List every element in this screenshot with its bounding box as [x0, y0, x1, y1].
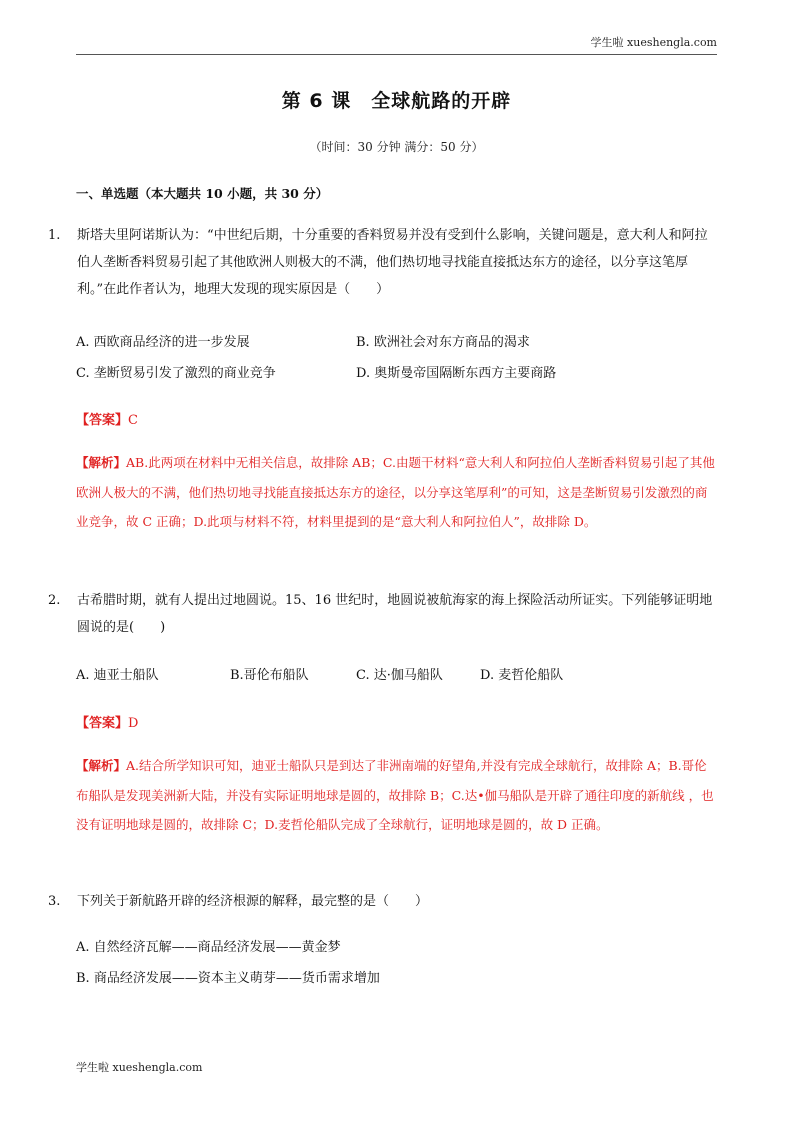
analysis-2 [76, 751, 717, 840]
analysis-text: A.结合所学知识可知，迪亚士船队只是到达了非洲南端的好望角,并没有完成全球航行，故排除 A；B.哥伦布船队是发现美洲新大陆，并没有实际证明地球是圆的，故排除 B；C.达•伽马船队是开辟了通往印度的新航线 ，也没有证明地球是圆的，故排除 C；D.麦哲伦船队完成了全球航行，证明地球是圆的，故 D 正确。 [76, 758, 714, 832]
question-text: 斯塔夫里阿诺斯认为：“中世纪后期，十分重要的香料贸易并没有受到什么影响，关键问题是，意大利人和阿拉伯人垄断香料贸易引起了其他欧洲人则极大的不满，他们热切地寻找能直接抵达东方的途径，以分享这笔厚利。”在此作者认为，地理大发现的现实原因是（ ） [77, 228, 708, 297]
option-d[interactable]: D. 麦哲伦船队 [480, 668, 564, 683]
header-divider [76, 54, 717, 55]
question-2 [48, 587, 718, 641]
question-number: 2. [48, 593, 61, 608]
question-text: 古希腊时期，就有人提出过地圆说。15、16 世纪时，地圆说被航海家的海上探险活动所证实。下列能够证明地圆说的是( ) [77, 593, 713, 635]
option-b[interactable]: B. 欧洲社会对东方商品的渴求 [356, 335, 530, 350]
answer-tag: 【答案】 [76, 716, 129, 731]
analysis-tag: 【解析】 [76, 455, 127, 470]
analysis-tag: 【解析】 [76, 758, 127, 773]
analysis-1 [76, 448, 717, 537]
answer-2 [76, 712, 138, 731]
question-2-options [76, 660, 717, 691]
page-title: 第 6 课 全球航路的开辟 [281, 90, 512, 112]
question-number: 1. [48, 228, 61, 243]
header-brand: 学生啦 xueshengla.com [590, 36, 717, 49]
question-1-options [76, 327, 717, 389]
section-heading: 一、单选题（本大题共 10 小题，共 30 分） [76, 186, 329, 201]
question-1 [48, 222, 718, 303]
option-c[interactable]: C. 垄断贸易引发了激烈的商业竞争 [76, 366, 276, 381]
answer-tag: 【答案】 [76, 413, 129, 428]
question-3 [48, 888, 718, 915]
analysis-text: AB.此两项在材料中无相关信息，故排除 AB；C.由题干材料“意大利人和阿拉伯人垄断香料贸易引起了其他欧洲人极大的不满，他们热切地寻找能直接抵达东方的途径，以分享这笔厚利”的可知，这是垄断贸易引发激烈的商业竞争，故 C 正确；D.此项与材料不符，材料里提到的是“意大利人和阿拉伯人”，故排除 D。 [76, 455, 715, 529]
footer-brand: 学生啦 xueshengla.com [76, 1061, 203, 1074]
option-a[interactable]: A. 自然经济瓦解——商品经济发展——黄金梦 [76, 940, 341, 955]
option-c[interactable]: C. 达·伽马船队 [356, 668, 443, 683]
answer-value: D [128, 716, 139, 731]
question-number: 3. [48, 894, 61, 909]
option-a[interactable]: A. 西欧商品经济的进一步发展 [76, 335, 250, 350]
option-a[interactable]: A. 迪亚士船队 [76, 668, 159, 683]
question-3-options [76, 932, 717, 994]
question-text: 下列关于新航路开辟的经济根源的解释，最完整的是（ ） [77, 894, 429, 909]
option-b[interactable]: B. 商品经济发展——资本主义萌芽——货币需求增加 [76, 971, 380, 986]
option-b[interactable]: B.哥伦布船队 [230, 668, 309, 683]
answer-1 [76, 409, 138, 428]
option-d[interactable]: D. 奥斯曼帝国隔断东西方主要商路 [356, 366, 557, 381]
answer-value: C [128, 413, 138, 428]
exam-info: （时间：30 分钟 满分：50 分） [309, 140, 484, 154]
